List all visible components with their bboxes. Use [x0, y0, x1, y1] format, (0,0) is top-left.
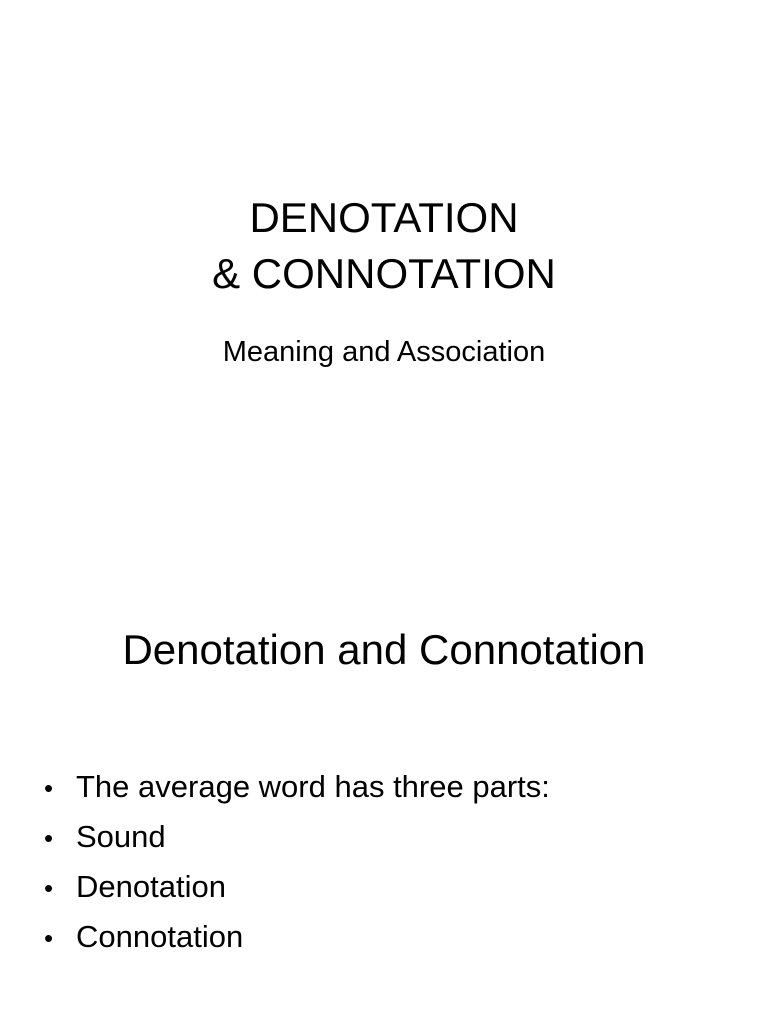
bullet-text: Connotation [76, 919, 244, 954]
list-item [44, 862, 550, 912]
bullet-list [44, 762, 550, 962]
list-item [44, 912, 550, 962]
bullet-text: Sound [76, 819, 166, 854]
bullet-text: Denotation [76, 869, 226, 904]
bullet-text: The average word has three parts: [76, 769, 550, 804]
slide-1-title [0, 190, 768, 302]
bullet-icon: • [44, 873, 54, 903]
list-item [44, 812, 550, 862]
title-line-2: & CONNOTATION [212, 250, 556, 297]
bullet-icon: • [44, 773, 54, 803]
slide-1-subtitle: Meaning and Association [222, 336, 546, 368]
title-line-1: DENOTATION [249, 194, 519, 241]
list-item [44, 762, 550, 812]
slide-2-title: Denotation and Connotation [122, 626, 646, 673]
bullet-icon: • [44, 923, 54, 953]
bullet-icon: • [44, 823, 54, 853]
slide-2 [0, 512, 768, 1024]
